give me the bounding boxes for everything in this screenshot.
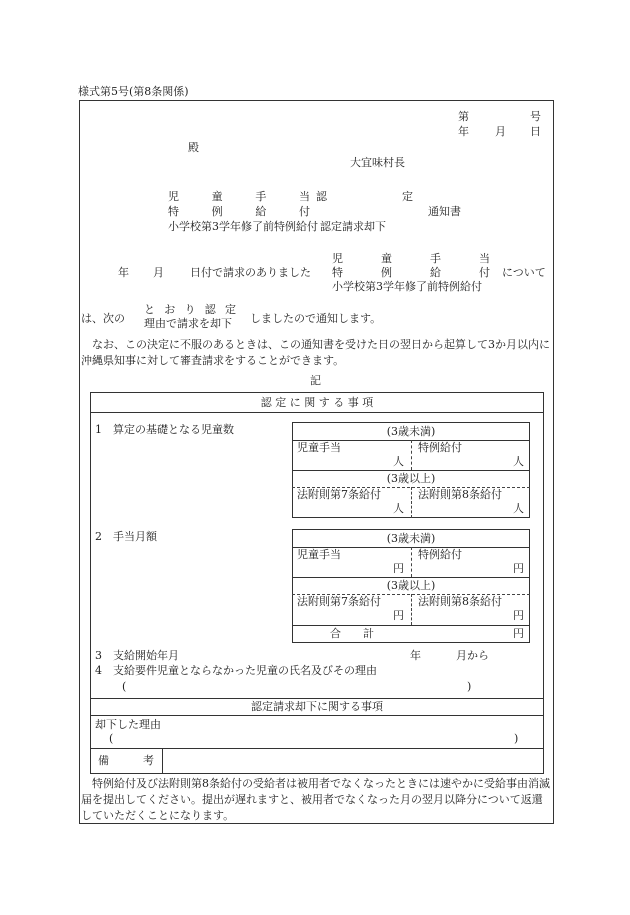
stack-char: 手 — [430, 252, 441, 265]
body-stack-row1 — [332, 252, 490, 266]
ki-label: 記 — [310, 374, 321, 387]
item4-paren-open: ( — [122, 680, 127, 693]
bikou-label — [98, 754, 154, 768]
title-char: 付 — [298, 205, 310, 218]
choice-char: 定 — [225, 303, 236, 316]
divider — [292, 625, 530, 626]
item2-tokurei-kyufu: 特例給付 — [418, 548, 462, 561]
title-char: 当 — [298, 190, 310, 203]
title-row3: 小学校第3学年修了前特例給付 — [168, 220, 318, 233]
title-char: 手 — [255, 190, 267, 203]
item2-unit-a: 円 — [393, 562, 404, 575]
footer-note: 特例給付及び法附則第8条給付の受給者は被用者でなくなったときには速やかに受給事由消滅届を提出してください。提出が遅れますと、被用者でなくなった月の翌月以降分について返還していただくことになります。 — [81, 777, 550, 822]
title-char: 給 — [255, 205, 267, 218]
body-year: 年 — [118, 266, 129, 279]
item2-label: 2 手当月額 — [95, 530, 157, 543]
item1-under3: (3歳未満) — [386, 425, 436, 438]
body-choice-bottom: 理由で請求を却下 — [144, 317, 232, 330]
title-row3-suffix: 認定請求却下 — [320, 220, 386, 233]
title-nin: 認 — [316, 190, 327, 203]
nintei-heading: 認 定 に 関 す る 事 項 — [260, 396, 374, 409]
title-char: 特 — [168, 205, 179, 218]
item1-over3: (3歳以上) — [386, 472, 436, 485]
body-month: 月 — [153, 266, 164, 279]
item1-label: 1 算定の基礎となる児童数 — [95, 423, 234, 436]
body-date-phrase: 日付で請求のありました — [190, 266, 311, 279]
appeal-notice: なお、この決定に不服のあるときは、この通知書を受けた日の翌日から起算して3か月以内に沖縄県知事に対して審査請求をすることができます。 — [81, 338, 550, 367]
item3-month-from: 月から — [456, 649, 489, 662]
item1-jidou-teate: 児童手当 — [297, 441, 341, 454]
item2-fusoku8: 法附則第8条給付 — [418, 595, 502, 608]
title-char: 童 — [211, 190, 223, 203]
stack-char: 童 — [381, 252, 392, 265]
divider — [90, 715, 544, 716]
item2-over3: (3歳以上) — [386, 579, 436, 592]
title-tei: 定 — [402, 190, 413, 203]
item2-total-label: 合 計 — [330, 627, 374, 640]
item1-unit-d: 人 — [513, 502, 524, 515]
item2-unit-b: 円 — [513, 562, 524, 575]
choice-char: 認 — [204, 303, 216, 316]
item3-year: 年 — [410, 649, 421, 662]
body-choice-top — [144, 303, 236, 317]
body-stack-row3: 小学校第3学年修了前特例給付 — [332, 280, 482, 293]
bikou-char: 備 — [98, 754, 109, 767]
item2-unit-d: 円 — [513, 609, 524, 622]
stack-char: 付 — [479, 266, 490, 279]
title-char: 例 — [211, 205, 223, 218]
bikou-char: 考 — [143, 754, 154, 767]
doc-number-dai: 第 — [458, 110, 469, 123]
title-tsuchisho: 通知書 — [428, 205, 461, 218]
kyakka-reason-label: 却下した理由 — [95, 718, 161, 731]
divider — [162, 748, 163, 774]
body-ni-tsuite: について — [502, 266, 546, 279]
item1-unit-c: 人 — [393, 502, 404, 515]
divider — [292, 470, 530, 471]
choice-char: お — [164, 303, 176, 316]
body-stack-row2 — [332, 266, 490, 280]
item1-fusoku7: 法附則第7条給付 — [297, 488, 381, 501]
stack-char: 給 — [430, 266, 441, 279]
form-number-label: 様式第5号(第8条関係) — [78, 85, 189, 98]
divider — [90, 412, 544, 413]
item4-label: 4 支給要件児童とならなかった児童の氏名及びその理由 — [95, 664, 377, 677]
item2-fusoku7: 法附則第7条給付 — [297, 595, 381, 608]
item2-jidou-teate: 児童手当 — [297, 548, 341, 561]
item1-fusoku8: 法附則第8条給付 — [418, 488, 502, 501]
item1-tokurei-kyufu: 特例給付 — [418, 441, 462, 454]
kyakka-paren-close: ) — [514, 732, 519, 745]
addressee-dono: 殿 — [188, 141, 199, 154]
date-month: 月 — [495, 125, 506, 138]
title-char: 児 — [168, 190, 179, 203]
item2-unit-c: 円 — [393, 609, 404, 622]
kyakka-heading: 認定請求却下に関する事項 — [251, 700, 383, 713]
body-result-phrase: しましたので通知します。 — [250, 312, 382, 325]
divider — [90, 698, 544, 699]
stack-char: 特 — [332, 266, 343, 279]
divider — [90, 748, 544, 749]
item3-label: 3 支給開始年月 — [95, 649, 179, 662]
date-year: 年 — [458, 125, 469, 138]
title-row1 — [168, 190, 310, 204]
item1-unit-a: 人 — [393, 455, 404, 468]
stack-char: 当 — [479, 252, 490, 265]
body-wa-tsugi-no: は、次の — [81, 312, 125, 325]
kyakka-paren-open: ( — [109, 732, 114, 745]
item2-under3: (3歳未満) — [386, 532, 436, 545]
stack-char: 児 — [332, 252, 343, 265]
title-row2 — [168, 205, 310, 219]
date-day: 日 — [530, 125, 541, 138]
choice-char: と — [144, 303, 155, 316]
item2-total-unit: 円 — [513, 627, 524, 640]
stack-char: 例 — [381, 266, 392, 279]
item4-paren-close: ) — [467, 680, 472, 693]
divider — [292, 577, 530, 578]
doc-number-go: 号 — [530, 110, 541, 123]
issuer-name: 大宜味村長 — [350, 156, 405, 169]
item1-unit-b: 人 — [513, 455, 524, 468]
choice-char: り — [184, 303, 196, 316]
